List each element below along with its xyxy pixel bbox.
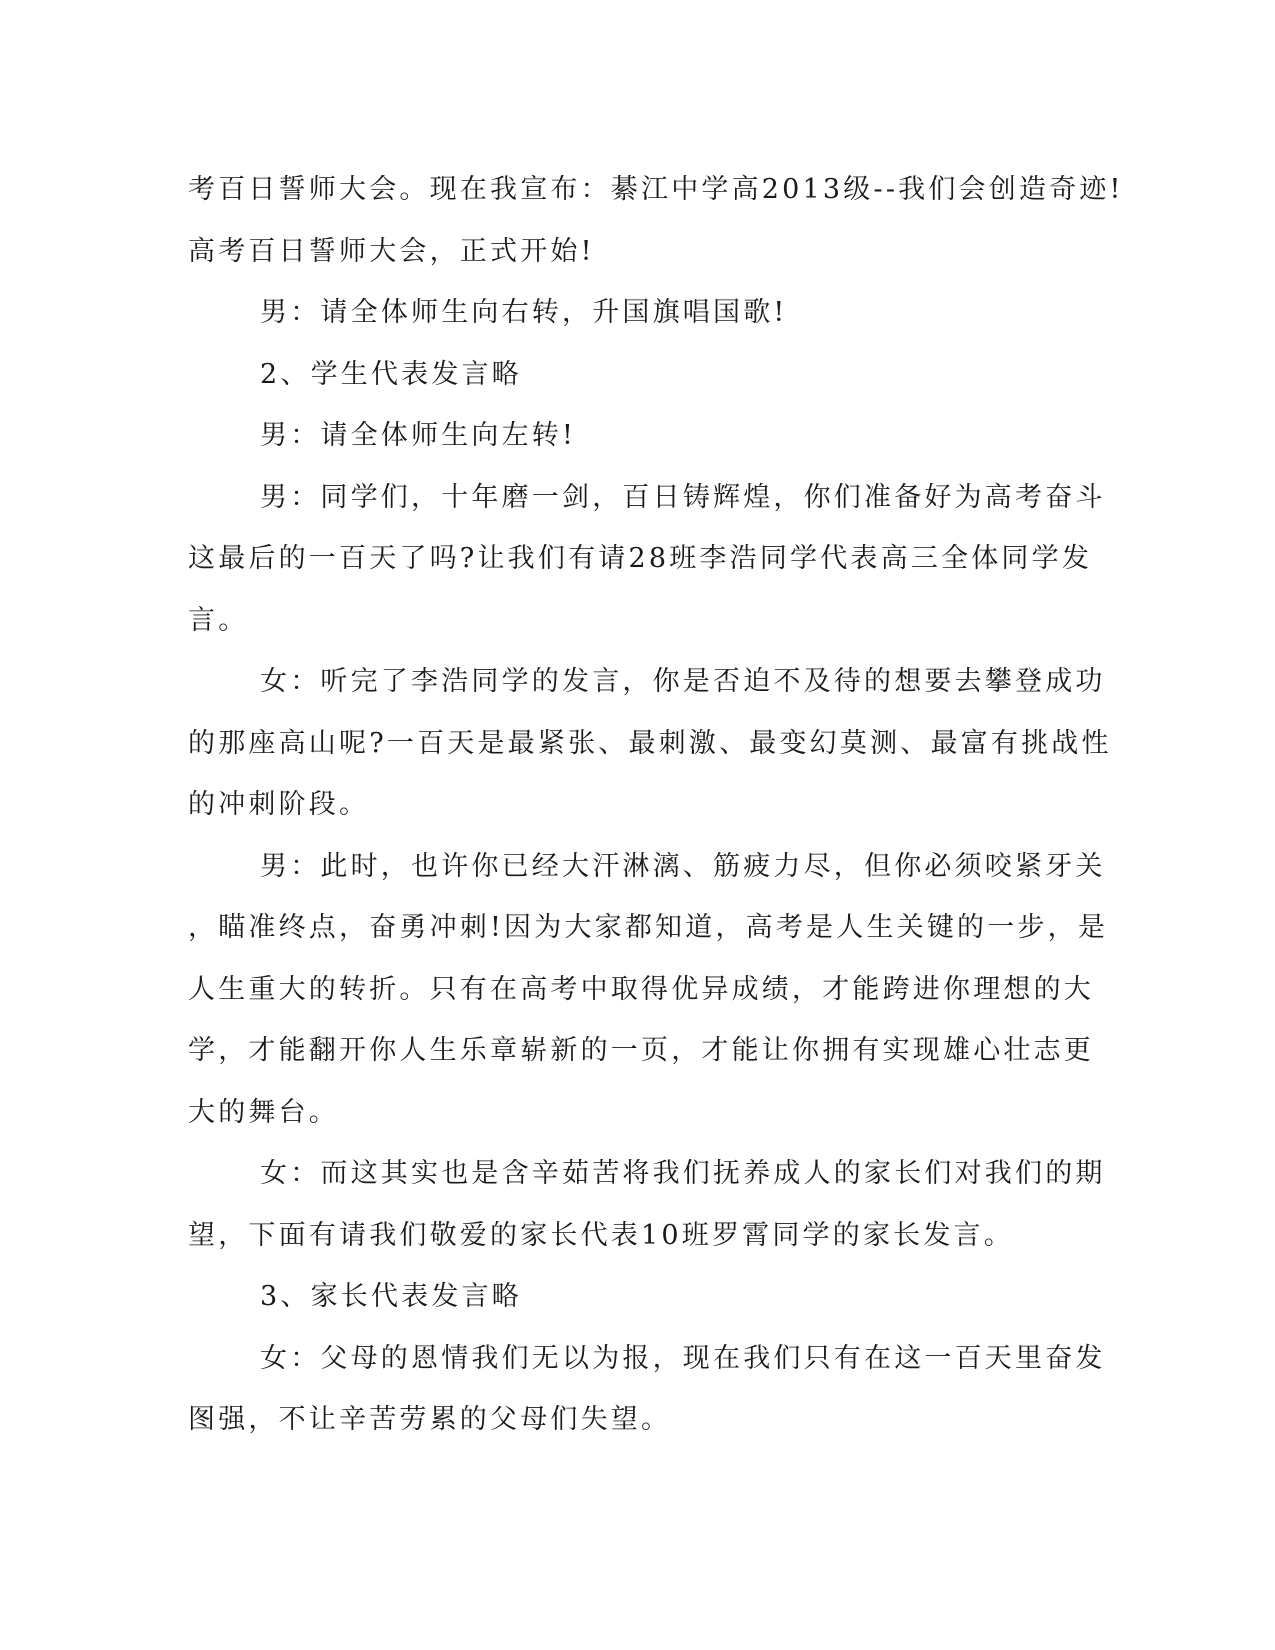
paragraph-6-line-2: 的那座高山呢?一百天是最紧张、最刺激、最变幻莫测、最富有挑战性: [188, 727, 1112, 759]
paragraph-7-line-5: 大的舞台。: [188, 1096, 339, 1128]
paragraph-7-line-3: 人生重大的转折。只有在高考中取得优异成绩，才能跨进你理想的大: [188, 973, 1094, 1005]
document-body: [188, 159, 1124, 1451]
paragraph-7-line-1: 男：此时，也许你已经大汗淋漓、筋疲力尽，但你必须咬紧牙关: [260, 850, 1106, 882]
paragraph-6-line-1: 女：听完了李浩同学的发言，你是否迫不及待的想要去攀登成功: [260, 666, 1106, 697]
paragraph-8-line-2: 望，下面有请我们敬爱的家长代表10班罗霄同学的家长发言。: [188, 1219, 1014, 1251]
paragraph-3: 2、学生代表发言略: [260, 358, 522, 390]
paragraph-5-line-2: 这最后的一百天了吗?让我们有请28班李浩同学代表高三全体同学发: [188, 543, 1093, 574]
paragraph-1-line-1: 考百日誓师大会。现在我宣布：綦江中学高2013级--我们会创造奇迹!: [188, 174, 1124, 205]
paragraph-1-line-2: 高考百日誓师大会，正式开始!: [188, 235, 595, 267]
paragraph-10-line-1: 女：父母的恩情我们无以为报，现在我们只有在这一百天里奋发: [260, 1342, 1106, 1374]
paragraph-10-line-2: 图强，不让辛苦劳累的父母们失望。: [188, 1404, 672, 1435]
paragraph-4: 男：请全体师生向左转!: [260, 420, 577, 451]
paragraph-7-line-2: ，瞄准终点，奋勇冲刺!因为大家都知道，高考是人生关键的一步，是: [188, 912, 1109, 943]
paragraph-5-line-1: 男：同学们，十年磨一剑，百日铸辉煌，你们准备好为高考奋斗: [260, 481, 1106, 513]
paragraph-6-line-3: 的冲刺阶段。: [188, 789, 370, 820]
paragraph-8-line-1: 女：而这其实也是含辛茹苦将我们抚养成人的家长们对我们的期: [260, 1158, 1106, 1189]
paragraph-7-line-4: 学，才能翻开你人生乐章崭新的一页，才能让你拥有实现雄心壮志更: [188, 1035, 1094, 1066]
paragraph-2: 男：请全体师生向右转，升国旗唱国歌!: [260, 297, 788, 328]
paragraph-5-line-3: 言。: [188, 604, 249, 636]
paragraph-9: 3、家长代表发言略: [260, 1281, 522, 1312]
